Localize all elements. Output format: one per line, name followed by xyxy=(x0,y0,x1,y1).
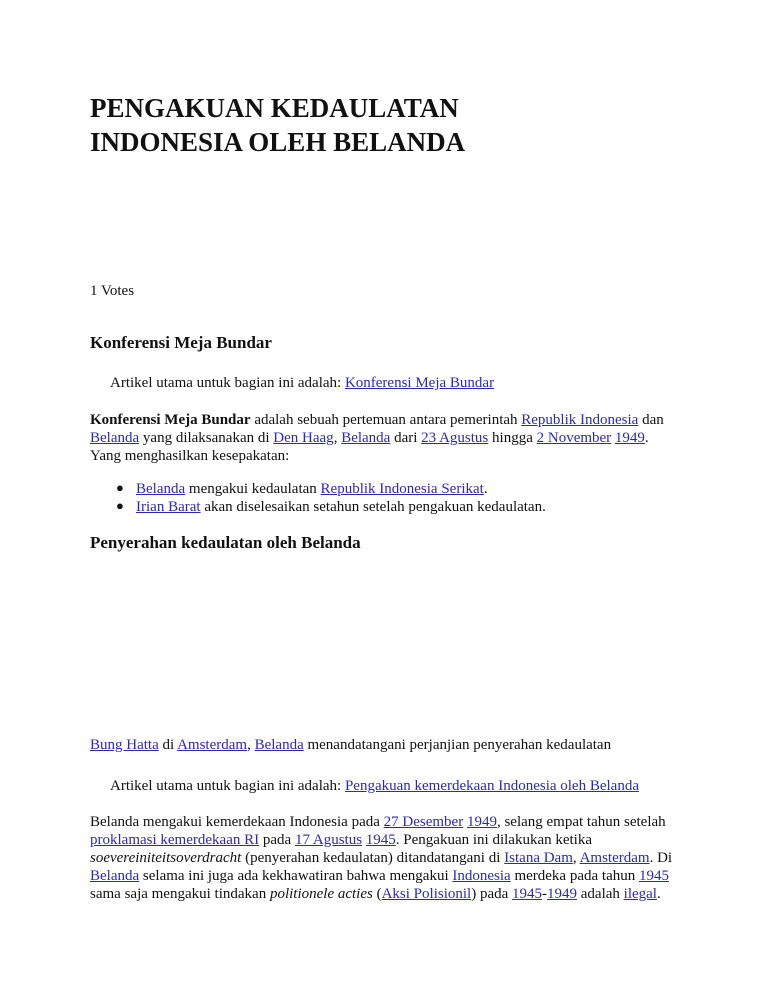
text-span: adalah sebuah pertemuan antara pemerintah xyxy=(250,412,522,428)
text-link[interactable]: Aksi Polisionil xyxy=(381,886,472,902)
text-link[interactable]: Bung Hatta xyxy=(90,737,159,753)
text-link[interactable]: 27 Desember xyxy=(383,814,464,830)
text-span: , xyxy=(572,850,580,866)
text-link[interactable]: Belanda xyxy=(341,430,391,446)
text-span: , xyxy=(247,737,255,753)
text-link[interactable]: Istana Dam xyxy=(504,850,573,866)
section-heading-penyerahan: Penyerahan kedaulatan oleh Belanda xyxy=(90,533,361,552)
text-span: (penyerahan kedaulatan) ditandatangani di xyxy=(241,850,505,866)
text-link[interactable]: Republik Indonesia Serikat xyxy=(320,481,484,497)
paragraph-line xyxy=(90,447,289,465)
text-span: pada xyxy=(259,832,295,848)
text-span: . Pengakuan ini dilakukan ketika xyxy=(395,832,592,848)
text-span: di xyxy=(158,737,178,753)
text-link[interactable]: Konferensi Meja Bundar xyxy=(344,375,495,391)
text-link[interactable]: Belanda xyxy=(254,737,304,753)
text-span: selama ini juga ada kekhawatiran bahwa mengakui xyxy=(139,868,453,884)
text-span: Artikel utama untuk bagian ini adalah: xyxy=(110,778,345,794)
text-link[interactable]: Indonesia xyxy=(452,868,511,884)
page-title-line-2: INDONESIA OLEH BELANDA xyxy=(90,127,466,157)
text-link[interactable]: Den Haag xyxy=(273,430,334,446)
text-link[interactable]: ilegal xyxy=(623,886,657,902)
text-span: ( xyxy=(372,886,382,902)
bold-text: Konferensi Meja Bundar xyxy=(90,412,251,428)
text-span: yang dilaksanakan di xyxy=(139,430,274,446)
paragraph-line xyxy=(90,831,592,849)
text-link[interactable]: proklamasi kemerdekaan RI xyxy=(90,832,260,848)
list-item xyxy=(136,498,546,516)
text-link[interactable]: Amsterdam xyxy=(177,737,248,753)
paragraph-line xyxy=(90,867,669,885)
votes-count: 1 Votes xyxy=(90,283,135,299)
text-span: Artikel utama untuk bagian ini adalah: xyxy=(110,375,345,391)
italic-text: soevereiniteitsoverdracht xyxy=(90,850,242,866)
italic-text: politionele acties xyxy=(269,886,373,902)
text-span: ) pada xyxy=(471,886,513,902)
text-link[interactable]: Republik Indonesia xyxy=(521,412,639,428)
text-link[interactable]: 1949 xyxy=(466,814,497,830)
text-span: Belanda mengakui kemerdekaan Indonesia pada xyxy=(90,814,384,830)
text-span: dan xyxy=(638,412,664,428)
text-link[interactable]: 1949 xyxy=(614,430,645,446)
text-link[interactable]: 1949 xyxy=(547,886,578,902)
text-link[interactable]: Belanda xyxy=(90,868,140,884)
text-span: merdeka pada tahun xyxy=(510,868,639,884)
paragraph-line xyxy=(90,813,666,831)
text-span: menandatangani perjanjian penyerahan kedaulatan xyxy=(303,737,612,753)
text-span: . xyxy=(656,886,661,902)
text-span: sama saja mengakui tindakan xyxy=(90,886,270,902)
image-caption xyxy=(90,736,611,754)
text-link[interactable]: Amsterdam xyxy=(579,850,650,866)
bullet-icon: ● xyxy=(116,498,124,513)
main-article-note xyxy=(110,777,639,795)
main-article-note xyxy=(110,374,494,392)
text-link[interactable]: Belanda xyxy=(90,430,140,446)
paragraph-line xyxy=(90,885,661,903)
text-span: . xyxy=(483,481,488,497)
text-link[interactable]: Pengakuan kemerdekaan Indonesia oleh Belanda xyxy=(344,778,639,794)
list-item xyxy=(136,480,488,498)
text-span: , selang empat tahun setelah xyxy=(496,814,666,830)
section-heading-konferensi: Konferensi Meja Bundar xyxy=(90,333,272,352)
text-link[interactable]: Irian Barat xyxy=(136,499,201,515)
text-span: . xyxy=(644,430,649,446)
text-link[interactable]: 1945 xyxy=(365,832,396,848)
text-link[interactable]: 23 Agustus xyxy=(421,430,489,446)
page-title-line-1: PENGAKUAN KEDAULATAN xyxy=(90,93,459,123)
text-span: - xyxy=(542,886,548,902)
text-span: akan diselesaikan setahun setelah pengakuan kedaulatan. xyxy=(200,499,546,515)
text-link[interactable]: 2 November xyxy=(536,430,612,446)
paragraph-line xyxy=(90,411,664,429)
paragraph-line xyxy=(90,429,649,447)
text-span: mengakui kedaulatan xyxy=(185,481,321,497)
text-span: Yang menghasilkan kesepakatan: xyxy=(90,448,290,464)
bullet-icon: ● xyxy=(116,480,124,495)
paragraph-line xyxy=(90,849,672,867)
text-link[interactable]: 17 Agustus xyxy=(294,832,363,848)
text-span: adalah xyxy=(577,886,624,902)
text-link[interactable]: 1945 xyxy=(638,868,669,884)
text-span: dari xyxy=(390,430,422,446)
text-span: . Di xyxy=(649,850,673,866)
text-span: hingga xyxy=(488,430,537,446)
text-span: , xyxy=(333,430,342,446)
text-link[interactable]: 1945 xyxy=(512,886,543,902)
text-link[interactable]: Belanda xyxy=(136,481,186,497)
